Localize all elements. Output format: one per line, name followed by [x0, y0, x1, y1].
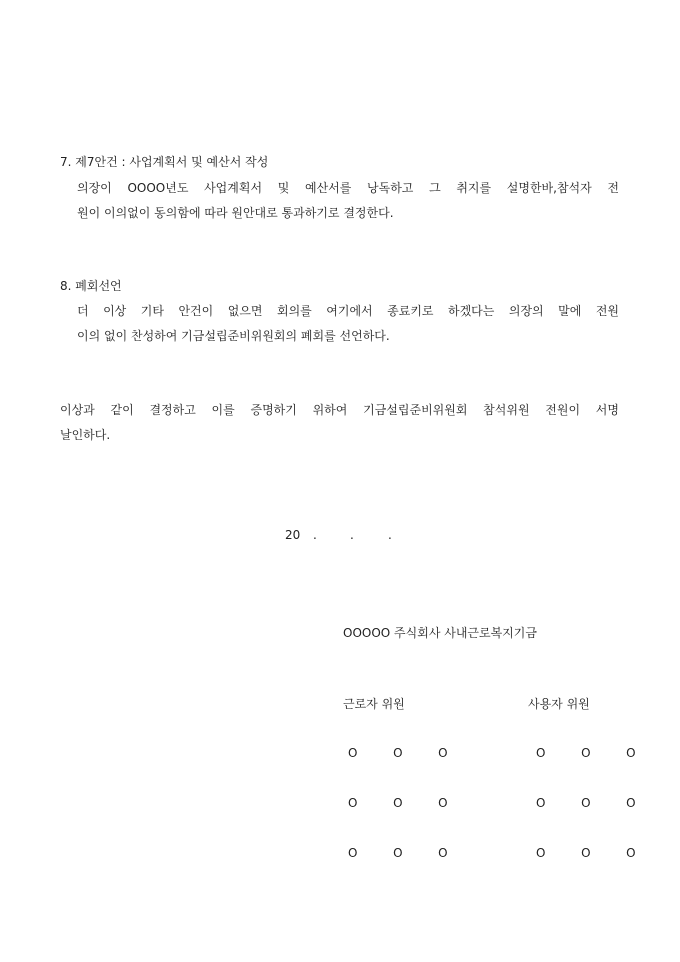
section7-heading: 7. 제7안건 : 사업계획서 및 예산서 작성 [60, 155, 269, 169]
date-separator: . [388, 528, 392, 542]
section7-body-line2: 원이 이의없이 동의함에 따라 원안대로 통과하기로 결정한다. [77, 206, 394, 220]
employer-signature-row: O O O [536, 746, 636, 760]
closing-line2: 날인하다. [60, 428, 111, 442]
employer-signature-row: O O O [536, 846, 636, 860]
closing-line1: 이상과 같이 결정하고 이를 증명하기 위하여 기금설립준비위원회 참석위원 전원이 서명 [60, 403, 619, 417]
section8-body-line2: 이의 없이 찬성하여 기금설립준비위원회의 폐회를 선언하다. [77, 329, 390, 343]
employer-committee-header: 사용자 위원 [528, 697, 590, 711]
organization-name: OOOOO 주식회사 사내근로복지기금 [343, 626, 537, 640]
worker-signature-row: O O O [348, 746, 448, 760]
section7-body-line1: 의장이 OOOO년도 사업계획서 및 예산서를 낭독하고 그 취지를 설명한바,참석자 전 [77, 181, 619, 195]
worker-signature-row: O O O [348, 846, 448, 860]
date-separator: . [313, 528, 317, 542]
section8-heading: 8. 폐회선언 [60, 279, 122, 293]
date-year-prefix: 20 [285, 528, 301, 542]
section8-body-line1: 더 이상 기타 안건이 없으면 회의를 여기에서 종료키로 하겠다는 의장의 말에 전원 [77, 304, 619, 318]
worker-signature-row: O O O [348, 796, 448, 810]
date-separator: . [350, 528, 354, 542]
worker-committee-header: 근로자 위원 [343, 697, 405, 711]
employer-signature-row: O O O [536, 796, 636, 810]
